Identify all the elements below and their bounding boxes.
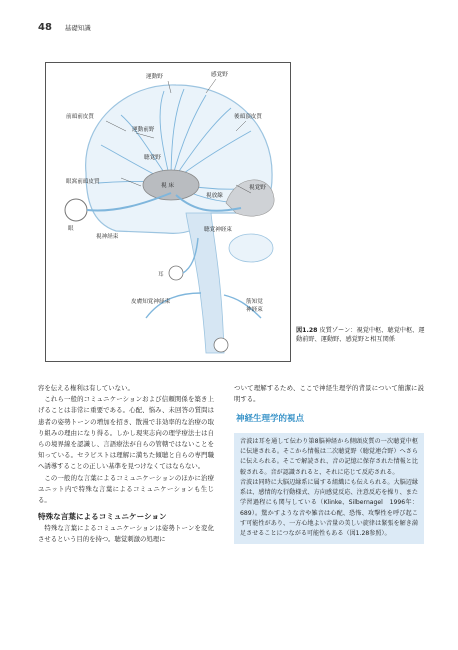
paragraph: 特殊な言葉によるコミュニケーションは姿勢トーンを変化させるという目的を持つ。聴覚刺激の処理に <box>38 524 214 544</box>
brain-figure <box>45 62 291 362</box>
info-box <box>234 433 424 544</box>
section-heading: 神経生理学的視点 <box>236 414 305 425</box>
label-motor: 運動野 <box>146 74 163 80</box>
section-title: 基礎知識 <box>64 24 91 32</box>
info-paragraph: 音波は同時に大脳辺縁系に属する組織にも伝えられる。大脳辺縁系は、感情的な行動様式、方向感覚反応、注意反応を操り、また学習過程にも関与している（Klinke、Silbernagel 1996年：689）。驚かすような音や雑音は心配、恐怖、攻撃性を呼び起こす可能性があり、一方心地よい音量の美しい旋律は緊張を解き満足させることにつながる可能性もある（図1.28参照）。 <box>240 478 418 538</box>
label-optic-radiation: 視放線 <box>206 193 223 199</box>
label-visual-cortex: 視覚野 <box>249 185 266 191</box>
brain-diagram <box>46 63 290 361</box>
label-auditory-nerve: 聴覚神経束 <box>204 227 232 233</box>
caption-text: 皮質ゾーン：視覚中枢、聴覚中枢、運動前野、運動野、感覚野と相互関係 <box>296 327 425 343</box>
info-paragraph: 音波は耳を通して伝わり第8脳神経から側頭皮質の一次聴覚中枢に伝達される。そこから情報は二次聴覚野（聴覚連合野）へさらに伝えられる。そこで解読され、音の記憶に保存された情報と比較される。音が認識されると、それに応じて反応される。 <box>240 437 418 476</box>
right-column <box>234 383 424 544</box>
cerebellum-shape <box>229 234 273 262</box>
label-muscle-sensory-2: 神経束 <box>246 307 263 313</box>
label-sensory: 感覚野 <box>211 72 228 78</box>
left-column <box>38 383 214 546</box>
label-orbitofrontal: 眼窩前頭皮質 <box>66 179 100 185</box>
running-header <box>38 22 91 33</box>
spinal-cord-shape <box>186 213 224 353</box>
label-thalamus: 視 床 <box>161 183 174 189</box>
paragraph: 容を伝える権利は有していない。 <box>38 384 134 392</box>
paragraph: この一般的な言葉によるコミュニケーションのほかに治療ユニット内で特殊な言葉によるコミュニケーションも生じる。 <box>38 473 214 505</box>
label-ear: 耳 <box>158 272 164 278</box>
label-posterior-parietal: 後頭頂皮質 <box>234 114 262 120</box>
subheading: 特殊な言葉によるコミュニケーション <box>38 512 167 522</box>
eye-shape <box>65 199 87 221</box>
label-skin-sensory: 皮膚知覚神経束 <box>131 299 171 305</box>
label-auditory-cortex: 聴覚野 <box>144 155 161 161</box>
paragraph: これら一般的コミュニケーションおよび信頼関係を築き上げることは非常に重要である。心配、悩み、未回答の質問は患者の姿勢トーンの増加を招き、散漫で非効率的な治療の取り組みの理由になり得る。しかし現実志向の理学療法士は自らの境界線を認識し、言語療法が自らの管轄ではないことを知っている。セラピストは理解に満ちた傾聴と自らの専門職へ誘導することの正しい基準を見つけなくてはならない。 <box>38 395 214 471</box>
label-prefrontal: 前頭前皮質 <box>66 114 94 120</box>
caption-number: 図1.28 <box>296 327 318 334</box>
figure-caption <box>296 326 428 344</box>
skin-nerve-path <box>146 293 201 318</box>
spinal-section-shape <box>214 338 228 352</box>
label-premotor: 運動前野 <box>132 127 155 133</box>
label-muscle-sensory-1: 筋知覚 <box>246 299 263 305</box>
label-optic-tract: 視神経束 <box>96 234 119 240</box>
paragraph: ついて理解するため、ここで神経生理学的背景について簡潔に説明する。 <box>234 384 424 404</box>
label-eye: 眼 <box>68 226 74 232</box>
page-number: 48 <box>38 22 52 33</box>
ear-shape <box>169 266 183 280</box>
